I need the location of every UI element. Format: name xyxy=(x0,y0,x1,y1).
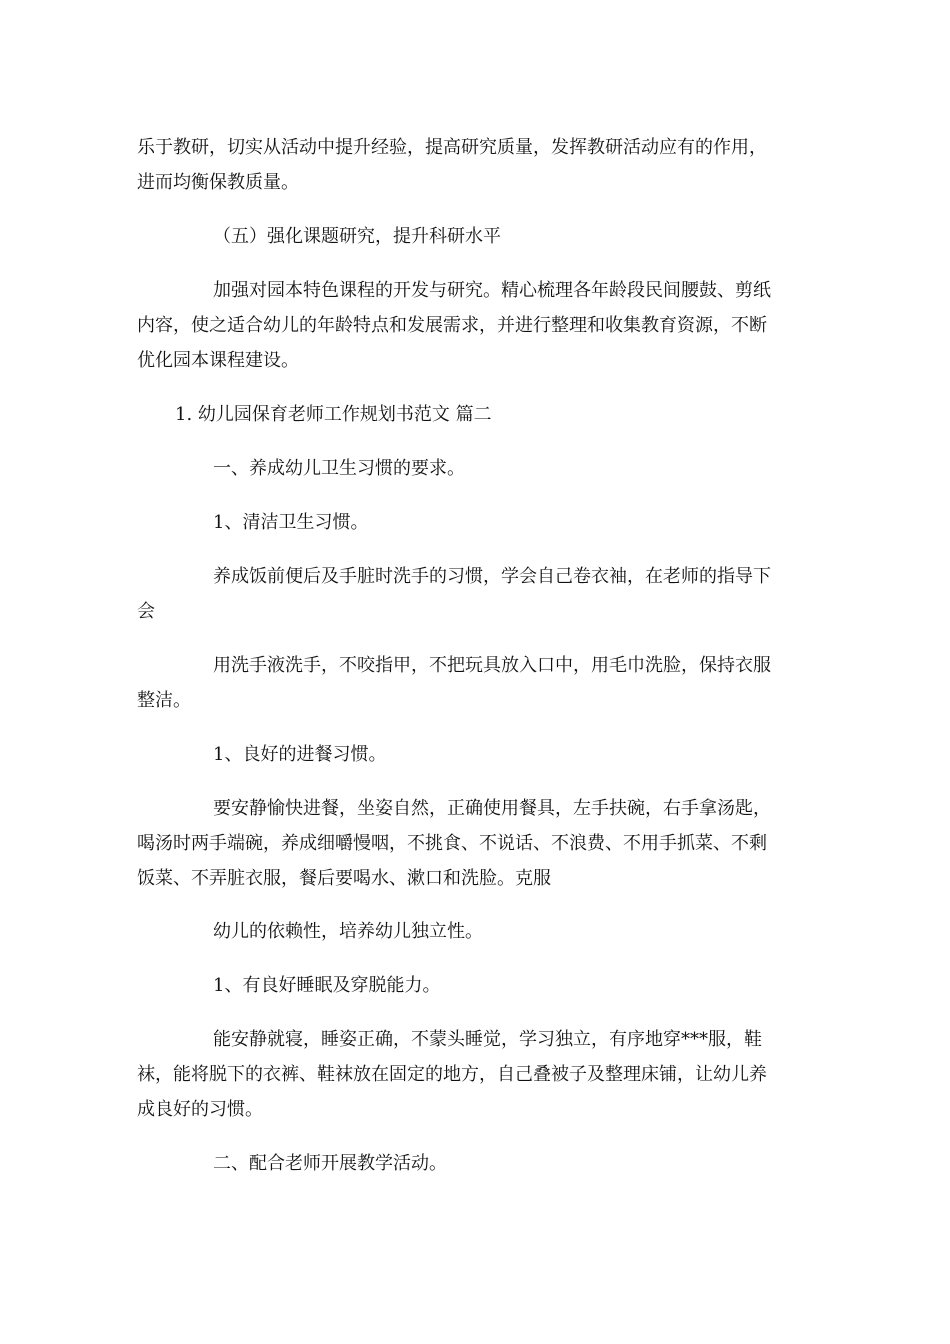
text-line: 进而均衡保教质量。 xyxy=(137,172,299,193)
subsection-heading xyxy=(137,505,817,540)
text-line: 能安静就寝，睡姿正确，不蒙头睡觉，学习独立，有序地穿***服，鞋 xyxy=(213,1029,762,1050)
paragraph xyxy=(137,791,817,896)
paragraph xyxy=(137,273,817,378)
text-line: 1. 幼儿园保育老师工作规划书范文 篇二 xyxy=(175,404,492,425)
text-line: 二、配合老师开展教学活动。 xyxy=(213,1153,447,1174)
paragraph xyxy=(137,914,817,949)
text-line: 一、养成幼儿卫生习惯的要求。 xyxy=(213,458,465,479)
text-line: 袜，能将脱下的衣裤、鞋袜放在固定的地方，自己叠被子及整理床铺，让幼儿养 xyxy=(137,1064,767,1085)
text-line: 喝汤时两手端碗，养成细嚼慢咽，不挑食、不说话、不浪费、不用手抓菜、不剩 xyxy=(137,833,767,854)
section-heading xyxy=(137,1146,817,1181)
text-line: 要安静愉快进餐，坐姿自然，正确使用餐具，左手扶碗，右手拿汤匙， xyxy=(213,798,771,819)
paragraph xyxy=(137,1022,817,1127)
text-line: 1、有良好睡眠及穿脱能力。 xyxy=(213,975,441,996)
subsection-heading xyxy=(137,968,817,1003)
paragraph xyxy=(137,648,817,718)
article-heading xyxy=(137,397,817,432)
text-line: 1、清洁卫生习惯。 xyxy=(213,512,369,533)
paragraph xyxy=(137,559,817,629)
text-line: 幼儿的依赖性，培养幼儿独立性。 xyxy=(213,921,483,942)
text-line: 饭菜、不弄脏衣服，餐后要喝水、漱口和洗脸。克服 xyxy=(137,868,551,889)
section-heading xyxy=(137,219,817,254)
text-line: 养成饭前便后及手脏时洗手的习惯，学会自己卷衣袖，在老师的指导下 xyxy=(213,566,771,587)
text-line: （五）强化课题研究，提升科研水平 xyxy=(213,226,501,247)
text-line: 会 xyxy=(137,601,155,622)
paragraph xyxy=(137,130,817,200)
text-line: 内容，使之适合幼儿的年龄特点和发展需求，并进行整理和收集教育资源，不断 xyxy=(137,315,767,336)
text-line: 加强对园本特色课程的开发与研究。精心梳理各年龄段民间腰鼓、剪纸 xyxy=(213,280,771,301)
text-line: 乐于教研，切实从活动中提升经验，提高研究质量，发挥教研活动应有的作用， xyxy=(137,137,767,158)
text-line: 1、良好的进餐习惯。 xyxy=(213,744,387,765)
subsection-heading xyxy=(137,737,817,772)
section-heading xyxy=(137,451,817,486)
text-line: 用洗手液洗手，不咬指甲，不把玩具放入口中，用毛巾洗脸，保持衣服 xyxy=(213,655,771,676)
text-line: 成良好的习惯。 xyxy=(137,1099,263,1120)
text-line: 优化园本课程建设。 xyxy=(137,350,299,371)
text-line: 整洁。 xyxy=(137,690,191,711)
